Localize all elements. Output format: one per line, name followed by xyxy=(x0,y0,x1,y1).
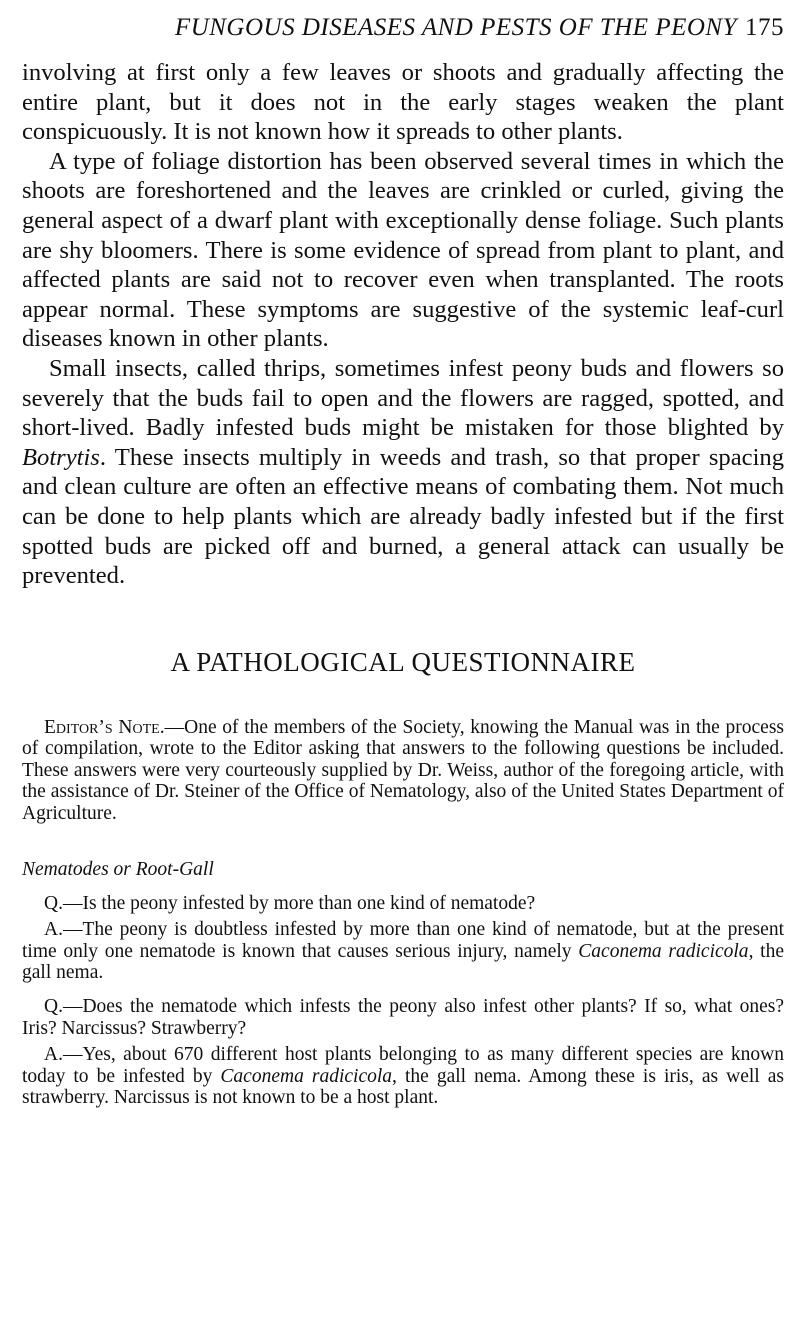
answer-2-species: Caconema radicicola xyxy=(220,1065,393,1087)
paragraph-thrips xyxy=(22,354,784,591)
editors-note xyxy=(22,717,784,825)
thrips-text-b: . These insects multiply in weeds and trash, so that proper spacing and clean culture are often an effective means of combating them. Not much can be done to help plants which are already badly infested but if the first spotted buds are picked off and burned, a general attack can usually be prevented. xyxy=(22,443,784,590)
paragraph-continuation: involving at first only a few leaves or shoots and gradually affecting the entire plant, but it does not in the early stages weaken the plant conspicuously. It is not known how it spreads to other plants. xyxy=(22,59,784,146)
nematodes-heading: Nematodes or Root-Gall xyxy=(22,858,214,880)
editors-note-label: Editor’s Note. xyxy=(44,716,165,738)
question-1: Q.—Is the peony infested by more than one kind of nematode? xyxy=(44,892,536,914)
editors-note-text: —One of the members of the Society, knowing the Manual was in the process of compilation, wrote to the Editor asking that answers to the following questions be included. These answers were very courteously supplied by Dr. Weiss, author of the foregoing article, with the assistance of Dr. Steiner of the Office of Nematology, also of the United States Department of Agriculture. xyxy=(22,716,784,825)
answer-2-text-b: , the gall nema. Among these is iris, as well as strawberry. Narcissus is not known to be a host plant. xyxy=(22,1065,784,1109)
answer-2 xyxy=(22,1044,784,1109)
answer-1-species: Caconema radicicola xyxy=(578,940,749,962)
answer-1-text-a: A.—The peony is doubtless infested by more than one kind of nematode, but at the present time only one nematode is known that causes serious injury, namely xyxy=(22,919,784,962)
body-text xyxy=(22,58,784,591)
answer-2-text-a: A.—Yes, about 670 different host plants belonging to as many different species are known today to be infested by xyxy=(22,1044,784,1087)
botrytis-italic: Botrytis xyxy=(22,443,100,471)
paragraph-foliage-distortion: A type of foliage distortion has been observed several times in which the shoots are foreshortened and the leaves are crinkled or curled, giving the general aspect of a dwarf plant with exceptionally dense foliage. Such plants are shy bloomers. There is some evidence of spread from plant to plant, and affected plants are said not to recover even when transplanted. The roots appear normal. These symptoms are suggestive of the systemic leaf-curl diseases known in other plants. xyxy=(22,147,784,353)
questionnaire xyxy=(22,893,784,1109)
section-title: A PATHOLOGICAL QUESTIONNAIRE xyxy=(170,646,636,677)
answer-1 xyxy=(22,919,784,984)
answer-1-text-b: , the gall nema. xyxy=(22,940,784,984)
thrips-text-a: Small insects, called thrips, sometimes infest peony buds and flowers so severely that the buds fail to open and the flowers are ragged, spotted, and short-lived. Badly infested buds might be mistaken for those blighted by xyxy=(22,354,784,442)
running-header xyxy=(22,14,784,58)
editors-note-paragraph xyxy=(22,717,784,825)
qa-block-2 xyxy=(22,996,784,1109)
running-header-title: FUNGOUS DISEASES AND PESTS OF THE PEONY xyxy=(174,14,737,41)
question-2: Q.—Does the nematode which infests the peony also infest other plants? If so, what ones? Iris? Narcissus? Strawberry? xyxy=(22,996,784,1039)
page-number: 175 xyxy=(745,14,784,41)
qa-block-1 xyxy=(22,893,784,984)
